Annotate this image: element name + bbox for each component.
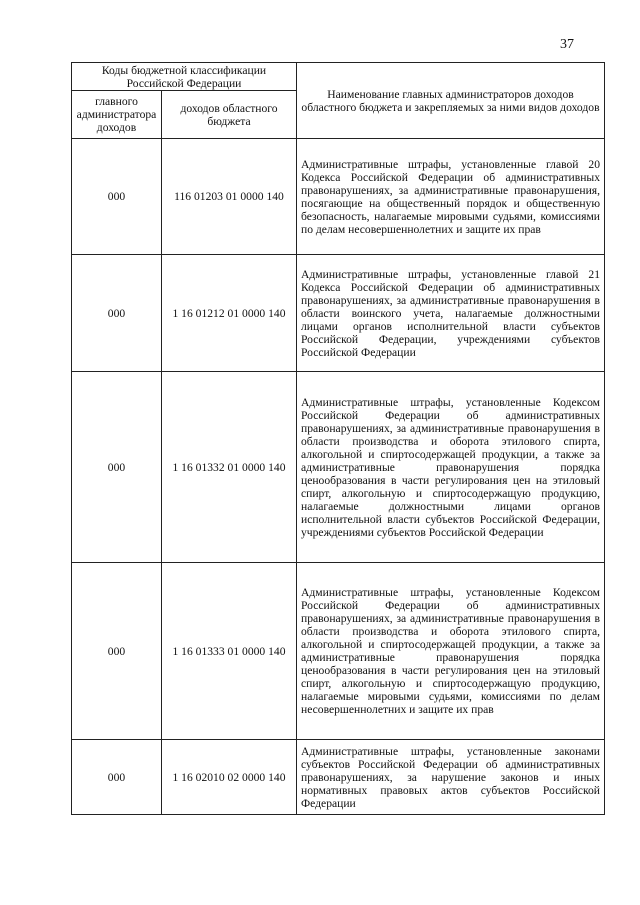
table-row bbox=[72, 740, 605, 815]
income-code-cell: 1 16 02010 02 0000 140 bbox=[162, 740, 297, 815]
header-name: Наименование главных администраторов доходов областного бюджета и закрепляемых за ними видов доходов bbox=[297, 63, 605, 139]
table-row bbox=[72, 563, 605, 740]
header-codes-group: Коды бюджетной классификации Российской Федерации bbox=[72, 63, 297, 91]
income-code-cell: 116 01203 01 0000 140 bbox=[162, 139, 297, 255]
income-name-cell: Административные штрафы, установленные главой 20 Кодекса Российской Федерации об административных правонарушениях, за административные правонарушения, посягающие на общественный порядок и общественную безопасность, налагаемые мировыми судьями, комиссиями по делам несовершеннолетних и защите их прав bbox=[297, 139, 605, 255]
income-name-cell: Административные штрафы, установленные главой 21 Кодекса Российской Федерации об административных правонарушениях, за административные правонарушения в области воинского учета, налагаемые должностными лицами органов исполнительной власти субъектов Российской Федерации, учреждениями субъектов Российской Федерации bbox=[297, 255, 605, 372]
table-row bbox=[72, 372, 605, 563]
income-code-cell: 1 16 01332 01 0000 140 bbox=[162, 372, 297, 563]
admin-code-cell: 000 bbox=[72, 372, 162, 563]
income-name-cell: Административные штрафы, установленные Кодексом Российской Федерации об административных правонарушениях, за административные правонарушения в области производства и оборота этилового спирта, алкогольной и спиртосодержащей продукции, а также за административные правонарушения порядка ценообразования в части регулирования цен на этиловый спирт, алкогольную и спиртосодержащую продукцию, налагаемые должностными лицами органов исполнительной власти субъектов Российской Федерации, учреждениями субъектов Российской Федерации bbox=[297, 372, 605, 563]
income-code-cell: 1 16 01333 01 0000 140 bbox=[162, 563, 297, 740]
table-row bbox=[72, 255, 605, 372]
admin-code-cell: 000 bbox=[72, 255, 162, 372]
header-main-admin: главного администратора доходов bbox=[72, 91, 162, 139]
admin-code-cell: 000 bbox=[72, 740, 162, 815]
income-name-cell: Административные штрафы, установленные Кодексом Российской Федерации об административных правонарушениях, за административные правонарушения в области производства и оборота этилового спирта, алкогольной и спиртосодержащей продукции, а также за административные правонарушения порядка ценообразования в части регулирования цен на этиловый спирт, алкогольную и спиртосодержащую продукцию, налагаемые мировыми судьями, комиссиями по делам несовершеннолетних и защите их прав bbox=[297, 563, 605, 740]
table-header-row bbox=[72, 63, 605, 91]
header-regional-income: доходов областного бюджета bbox=[162, 91, 297, 139]
admin-code-cell: 000 bbox=[72, 563, 162, 740]
table-row bbox=[72, 139, 605, 255]
budget-classification-table bbox=[71, 62, 605, 815]
admin-code-cell: 000 bbox=[72, 139, 162, 255]
page-number: 37 bbox=[560, 37, 574, 52]
income-name-cell: Административные штрафы, установленные законами субъектов Российской Федерации об административных правонарушениях, за нарушение законов и иных нормативных правовых актов субъектов Российской Федерации bbox=[297, 740, 605, 815]
income-code-cell: 1 16 01212 01 0000 140 bbox=[162, 255, 297, 372]
